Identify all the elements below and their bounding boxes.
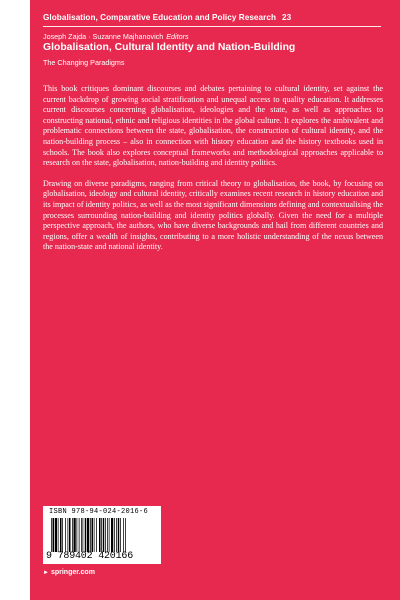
barcode-bar <box>55 518 57 552</box>
barcode-bar <box>81 518 82 552</box>
barcode-bar <box>109 518 110 552</box>
barcode-bar <box>51 518 52 552</box>
book-title: Globalisation, Cultural Identity and Nation-Building <box>43 42 296 53</box>
barcode-bar <box>101 518 102 552</box>
series-number: 23 <box>282 13 292 22</box>
barcode-bar <box>85 518 87 552</box>
series-line <box>43 13 383 22</box>
barcode-bar <box>60 518 62 552</box>
barcode-bar <box>92 518 94 552</box>
editors-line <box>43 32 189 41</box>
barcode-bar <box>77 518 78 552</box>
barcode-bar <box>68 518 69 552</box>
isbn-text: ISBN 978-94-024-2016-6 <box>49 508 149 516</box>
barcode-bar <box>53 518 55 552</box>
barcode-bar <box>120 518 121 552</box>
publisher-link[interactable] <box>43 569 95 576</box>
arrow-right-icon: ► <box>43 570 49 576</box>
book-subtitle: The Changing Paradigms <box>43 58 125 67</box>
barcode-bar <box>116 518 117 552</box>
barcode-bar <box>107 518 108 552</box>
barcode-bar <box>114 518 115 552</box>
publisher-link-text: springer.com <box>50 569 95 576</box>
barcode-bar <box>123 518 124 552</box>
barcode-bar <box>87 518 89 552</box>
barcode-bar <box>94 518 95 552</box>
header-divider <box>43 26 381 27</box>
barcode-bar <box>103 518 105 552</box>
barcode-bar <box>118 518 120 552</box>
barcode-box <box>43 506 161 564</box>
barcode-bar <box>111 518 113 552</box>
barcode-bar <box>69 518 71 552</box>
barcode-digits: 9 789402 420166 <box>46 551 134 562</box>
barcode-bar <box>62 518 63 552</box>
editors-role: Editors <box>166 32 189 41</box>
barcode-bar <box>90 518 91 552</box>
barcode-bar <box>105 518 106 552</box>
barcode-bar <box>65 518 66 552</box>
series-name: Globalisation, Comparative Education and Policy Research <box>43 13 277 22</box>
barcode-bar <box>99 518 101 552</box>
barcode-bar <box>125 518 126 552</box>
back-cover <box>30 0 400 600</box>
blurb-paragraph-2: Drawing on diverse paradigms, ranging from critical theory to globalisation, the book, by focusing on globalisation, ideology and cultural identity, critically examines recent research in history education and its impact of identity politics, as well as the most significant dimensions defining and contextualising the processes surrounding nation-building and identity politics globally. Given the need for a multiple perspective approach, the authors, who have diverse backgrounds and hail from different countries and regions, offer a wealth of insights, contributing to a more holistic understanding of the nexus between the nation-state and national identity. <box>43 178 383 252</box>
blurb-paragraph-1: This book critiques dominant discourses and debates pertaining to cultural identity, set against the current backdrop of growing social stratification and unequal access to quality education. It addresses current discourses concerning globalisation, ideologies and the state, as well as approaches to constructing national, ethnic and religious identities in the global culture. It explores the ambivalent and problematic connections between the state, globalisation, the construction of cultural identity, and the nation-building process – also in connection with history education and the history textbooks used in schools. The book also explores conceptual frameworks and methodological approaches applicable to research on the state, globalisation, nation-building and identity politics. <box>43 84 383 168</box>
editor-names: Joseph Zajda · Suzanne Majhanovich <box>43 32 164 41</box>
barcode-bar <box>72 518 73 552</box>
barcode-bar <box>79 518 80 552</box>
barcode-bar <box>58 518 59 552</box>
blurb <box>43 84 383 253</box>
barcode-bar <box>83 518 84 552</box>
barcode-bars <box>51 518 153 552</box>
barcode-bar <box>96 518 97 552</box>
barcode-bar <box>74 518 76 552</box>
